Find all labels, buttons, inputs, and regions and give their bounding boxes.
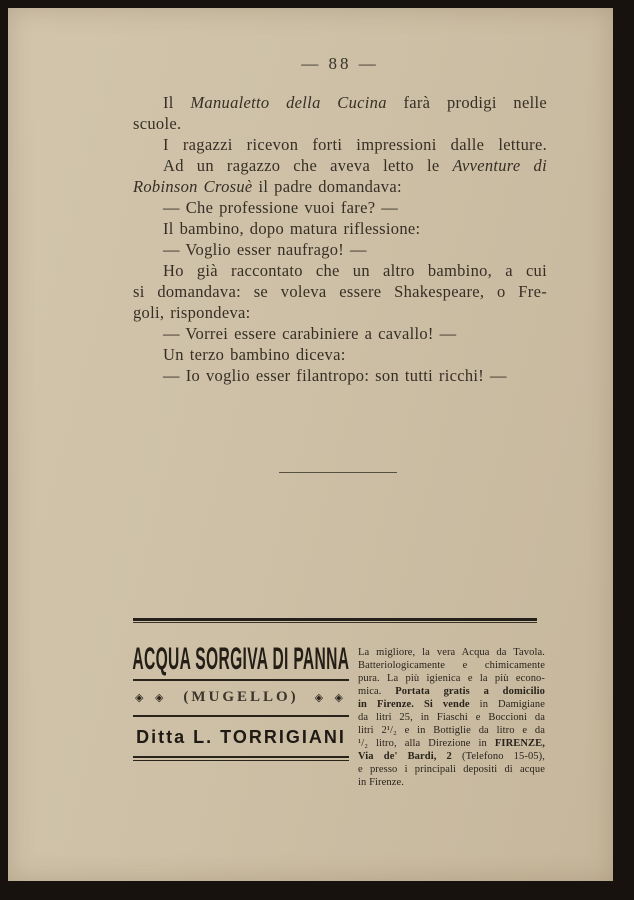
advertisement <box>132 641 545 789</box>
text-segment: goli, rispondeva: <box>133 303 251 322</box>
ad-text-line <box>358 750 545 763</box>
text-segment: e presso i principali depositi di acque <box>358 764 545 775</box>
body-text <box>133 92 547 386</box>
ad-text-line <box>358 776 545 789</box>
ad-description <box>358 644 545 789</box>
body-line <box>133 218 547 239</box>
page-number: — 88 — <box>301 54 379 73</box>
body-line <box>133 155 547 176</box>
body-line <box>133 365 547 386</box>
text-segment: da litri 25, in Fiaschi e Boccioni da <box>358 712 545 723</box>
text-segment: litri 2¹/₂ e in Bottiglie da litro e da <box>358 725 545 736</box>
body-line <box>133 113 547 134</box>
text-segment: (Telefono 15-05), <box>451 751 545 762</box>
text-segment: Ad un ragazzo che aveva letto le <box>163 156 453 175</box>
text-segment: La migliore, la vera Acqua da Tavola. <box>358 647 545 658</box>
diamond-ornament-icon: ◈ ◈ <box>135 691 168 704</box>
page-content <box>133 8 547 881</box>
text-segment: Portata gratis a domicilio <box>395 686 545 697</box>
text-segment: Robinson Crosuè <box>133 177 253 196</box>
body-line <box>133 176 547 197</box>
text-segment: Ho già raccontato che un altro bambino, a cui <box>163 261 547 280</box>
double-rule <box>133 756 349 761</box>
text-segment: — Che professione vuoi fare? — <box>163 198 399 217</box>
body-line <box>133 344 547 365</box>
ad-text-line <box>358 672 545 685</box>
ad-text-line <box>358 763 545 776</box>
section-divider <box>279 472 397 473</box>
ad-text-line <box>358 737 545 750</box>
text-segment: Via de' Bardi, 2 <box>358 751 452 762</box>
ad-separator-rule <box>133 618 537 623</box>
text-segment: Avventure di <box>452 156 547 175</box>
text-segment: in Firenze. <box>358 777 405 788</box>
text-segment: in Firenze. Si vende <box>358 699 470 710</box>
body-line <box>133 260 547 281</box>
text-segment: farà prodigi nelle <box>386 93 547 112</box>
ad-region-line <box>133 681 349 712</box>
ad-text-line <box>358 646 545 659</box>
book-page <box>8 8 613 881</box>
text-segment: — Voglio esser naufrago! — <box>163 240 367 259</box>
text-segment: — Vorrei essere carabiniere a cavallo! — <box>163 324 457 343</box>
ad-company-name: Ditta L. TORRIGIANI <box>136 727 346 747</box>
body-line <box>133 239 547 260</box>
ad-left-column <box>132 641 350 789</box>
text-segment: Batteriologicamente e chimicamente <box>358 660 545 671</box>
text-segment: — Io voglio esser filantropo: son tutti ricchi! — <box>163 366 507 385</box>
text-segment: in Damigiane <box>469 699 545 710</box>
ad-text-line <box>358 659 545 672</box>
ad-text-line <box>358 711 545 724</box>
text-segment: I ragazzi ricevon forti impressioni dalle letture. <box>163 135 547 154</box>
text-segment: il padre domandava: <box>252 177 402 196</box>
ad-brand-title <box>132 641 350 678</box>
body-line <box>133 323 547 344</box>
text-segment: Il bambino, dopo matura riflessione: <box>163 219 421 238</box>
ad-text-line <box>358 685 545 698</box>
body-line <box>133 302 547 323</box>
text-segment: scuole. <box>133 114 182 133</box>
text-segment: si domandava: se voleva essere Shakespeare, o Fre- <box>133 282 547 301</box>
text-segment: Un terzo bambino diceva: <box>163 345 346 364</box>
body-line <box>133 197 547 218</box>
body-line <box>133 92 547 113</box>
text-segment: ¹/₂ litro, alla Direzione in <box>358 738 495 749</box>
ad-region-name: (MUGELLO) <box>183 689 299 705</box>
text-segment: Manualetto della Cucina <box>190 93 387 112</box>
text-segment: mica. <box>358 686 396 697</box>
ad-text-line <box>358 698 545 711</box>
body-line <box>133 134 547 155</box>
text-segment: Il <box>163 93 191 112</box>
text-segment: pura. La più igienica e la più econo- <box>358 673 545 684</box>
body-line <box>133 281 547 302</box>
diamond-ornament-icon: ◈ ◈ <box>314 691 347 704</box>
ad-brand-text: ACQUA SORGIVA DI PANNA <box>132 641 350 678</box>
ad-text-line <box>358 724 545 737</box>
text-segment: FIRENZE, <box>494 738 545 749</box>
